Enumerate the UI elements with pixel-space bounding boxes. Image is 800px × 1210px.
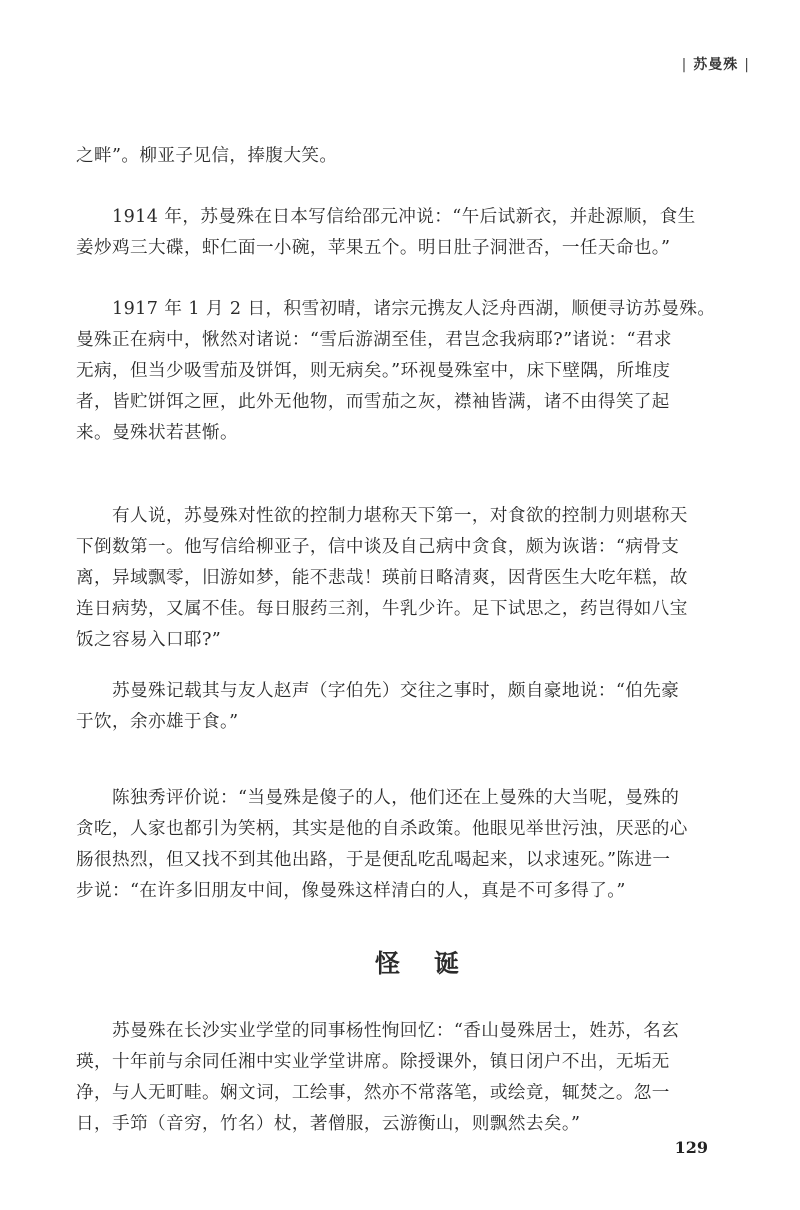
paragraph-continued: 之畔”。柳亚子见信，捧腹大笑。 (76, 146, 338, 166)
running-head-bar-left: | (681, 57, 688, 73)
running-head (676, 54, 756, 74)
paragraph-chen-duxiu: 陈独秀评价说：“当曼殊是傻子的人，他们还在上曼殊的大当呢，曼殊的 贪吃，人家也都引为笑柄，其实是他的自杀政策。他眼见举世污浊，厌恶的心 肠很热烈，但又找不到其他出路，于是便乱吃乱喝起来，以求速死。”陈进一 步说：“在许多旧朋友中间，像曼殊这样清白的人，真是不可多得了。” (76, 788, 688, 901)
paragraph-1917-west-lake: 1917 年 1 月 2 日，积雪初晴，诸宗元携友人泛舟西湖，顺便寻访苏曼殊。 曼殊正在病中，愀然对诸说：“雪后游湖至佳，君岂念我病耶?”诸说：“君求 无病，但当少吸雪茄及饼饵，则无病矣。”环视曼殊室中，床下壁隅，所堆庋 者，皆贮饼饵之匣，此外无他物，而雪茄之灰，襟袖皆满，诸不由得笑了起 来。曼殊状若甚惭。 (76, 299, 716, 443)
paragraph-zhao-sheng: 苏曼殊记载其与友人赵声（字伯先）交往之事时，颇自豪地说：“伯先豪 于饮，余亦雄于食。” (76, 681, 680, 732)
page-number: 129 (674, 1138, 708, 1157)
running-head-bar-right: | (744, 57, 750, 73)
running-head-title: 苏曼殊 (693, 57, 739, 73)
section-heading: 怪诞 (374, 949, 493, 978)
paragraph-appetite: 有人说，苏曼殊对性欲的控制力堪称天下第一，对食欲的控制力则堪称天 下倒数第一。他写信给柳亚子，信中谈及自己病中贪食，颇为诙谐：“病骨支 离，异域飘零，旧游如梦，能不悲哉！瑛前日略清爽，因背医生大吃年糕，故 连日病势，又属不佳。每日服药三剂，牛乳少许。足下试思之，药岂得如八宝 饭之容易入口耶?” (76, 506, 688, 650)
paragraph-yang-xingxun: 苏曼殊在长沙实业学堂的同事杨性恂回忆：“香山曼殊居士，姓苏，名玄 瑛，十年前与余同任湘中实业学堂讲席。除授课外，镇日闭户不出，无垢无 净，与人无町畦。娴文词，工绘事，然亦不常落笔，或绘竟，辄焚之。忽一 日，手笻（音穷，竹名）杖，著僧服，云游衡山，则飘然去矣。” (76, 1021, 680, 1134)
paragraph-1914-letter: 1914 年，苏曼殊在日本写信给邵元冲说：“午后试新衣，并赴源顺，食生 姜炒鸡三大碟，虾仁面一小碗，苹果五个。明日肚子洞泄否，一任天命也。” (76, 207, 696, 258)
